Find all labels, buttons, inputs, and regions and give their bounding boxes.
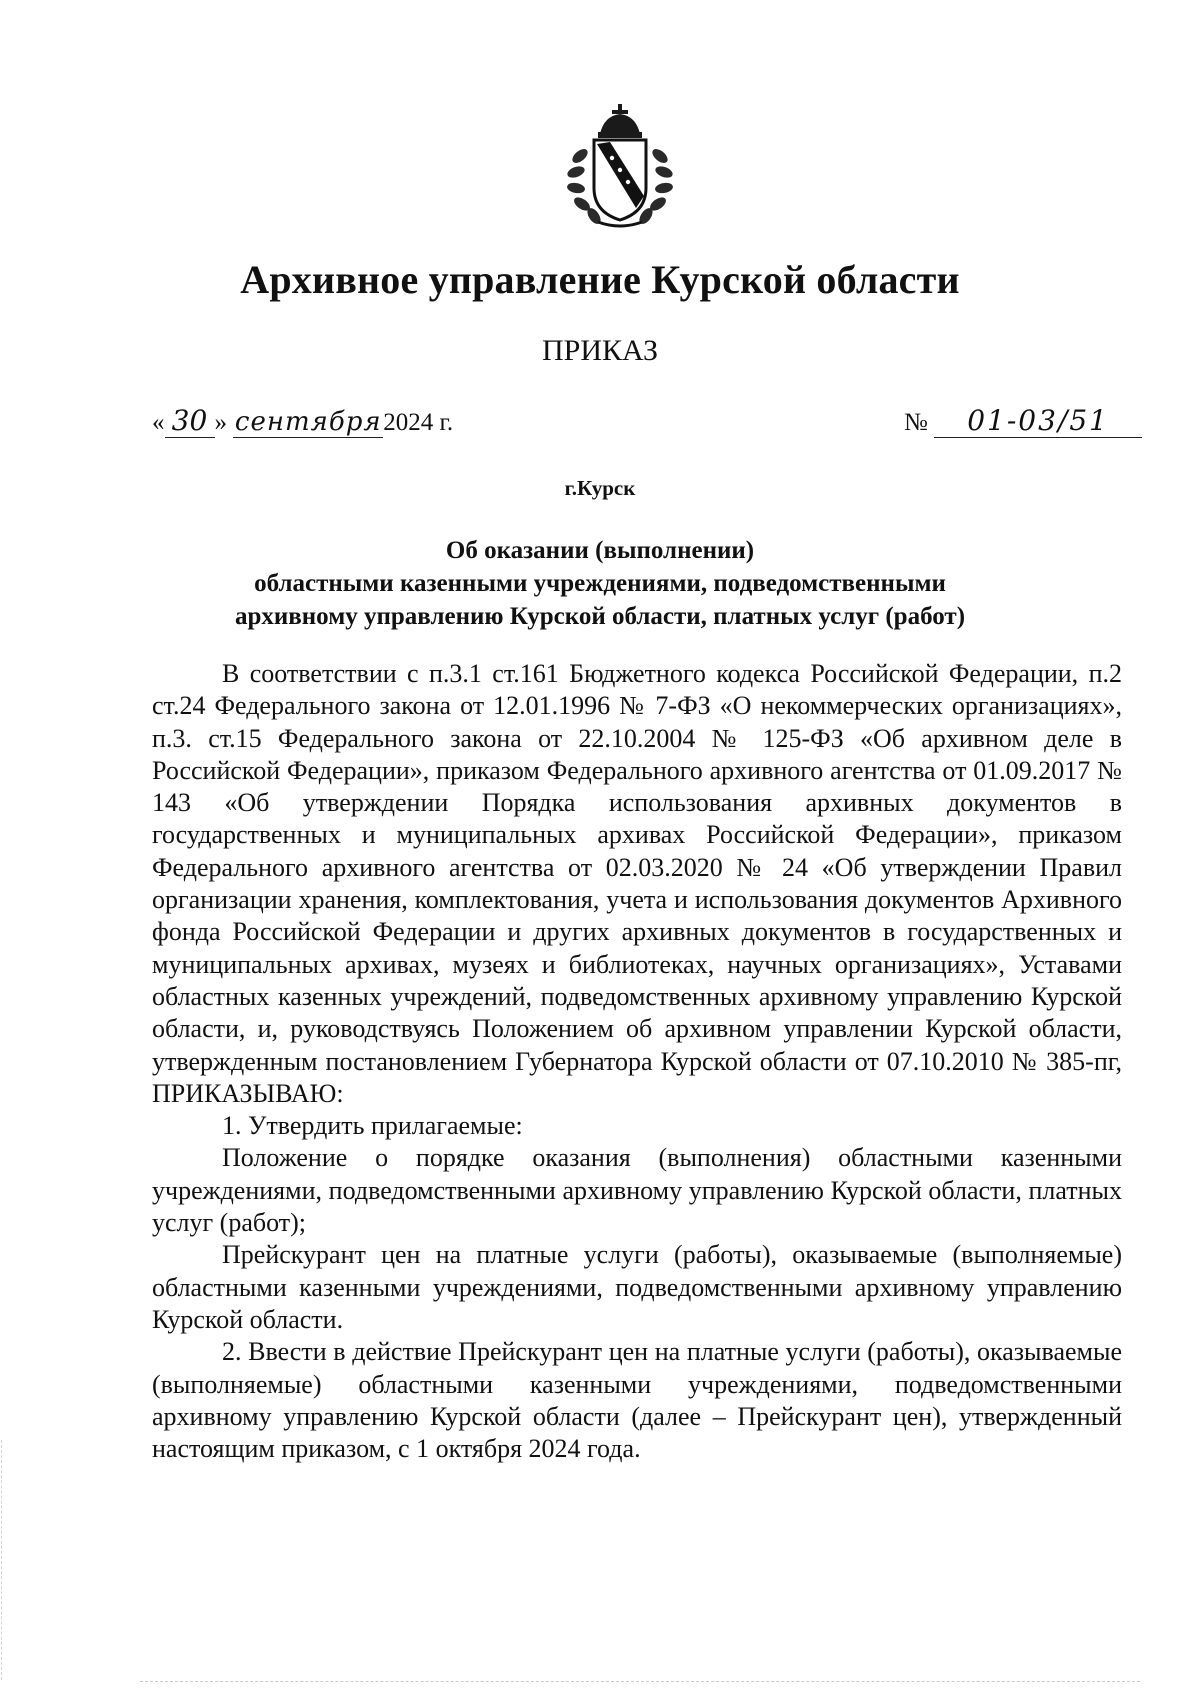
order-subject (150, 534, 1050, 633)
body-paragraph: Положение о порядке оказания (выполнения) областными казенными учреждениями, подведомственными архивному управлению Курской области, платных услуг (работ); (152, 1143, 1122, 1238)
number-prefix: № (904, 409, 928, 436)
body-paragraph: 2. Ввести в действие Прейскурант цен на платные услуги (работы), оказываемые (выполняемые) областными казенными учреждениями, подведомственными архивному управлению Курской области (далее – Прейскурант цен), утвержденный настоящим приказом, с 1 октября 2024 года. (152, 1337, 1122, 1464)
order-number (904, 404, 1142, 438)
date-month-handwritten: сентября (234, 407, 382, 437)
order-body (152, 658, 1122, 1465)
date-year: 2024 г. (383, 409, 454, 436)
scan-artifact-edge (1, 1440, 2, 1680)
date-open-quote: « (152, 409, 165, 436)
subject-line: Об оказании (выполнении) (445, 537, 755, 564)
coat-of-arms-emblem-icon (564, 104, 676, 232)
body-paragraph: В соответствии с п.3.1 ст.161 Бюджетного кодекса Российской Федерации, п.2 ст.24 Федерального закона от 12.01.1996 № 7-ФЗ «О некоммерческих организациях», п.3. ст.15 Федерального закона от 22.10.2004 № 125-ФЗ «Об архивном деле в Российской Федерации», приказом Федерального архивного агентства от 01.09.2017 № 143 «Об утверждении Порядка использования архивных документов в государственных и муниципальных архивах Российской Федерации», приказом Федерального архивного агентства от 02.03.2020 № 24 «Об утверждении Правил организации хранения, комплектования, учета и использования документов Архивного фонда Российской Федерации и других архивных документов в государственных и муниципальных архивах, музеях и библиотеках, научных организациях», Уставами областных казенных учреждений, подведомственных архивному управлению Курской области, и, руководствуясь Положением об архивном управлении Курской области, утвержденным постановлением Губернатора Курской области от 07.10.2010 № 385-пг, ПРИКАЗЫВАЮ: (152, 659, 1122, 1108)
scan-artifact-line (140, 1681, 1140, 1682)
document-type: ПРИКАЗ (542, 334, 658, 367)
body-paragraph: 1. Утвердить прилагаемые: (222, 1111, 523, 1141)
number-handwritten: 01-03/51 (934, 404, 1142, 438)
body-paragraph: Прейскурант цен на платные услуги (работы), оказываемые (выполняемые) областными казенными учреждениями, подведомственными архивному управлению Курской области. (152, 1240, 1122, 1334)
city-label: г.Курск (564, 476, 636, 500)
subject-line: архивному управлению Курской области, платных услуг (работ) (234, 603, 966, 630)
subject-line: областными казенными учреждениями, подведомственными (254, 570, 946, 597)
order-date (152, 404, 453, 438)
organization-title: Архивное управление Курской области (240, 257, 960, 302)
date-day-handwritten: 30 (165, 404, 215, 438)
date-close-quote: » (214, 409, 227, 436)
